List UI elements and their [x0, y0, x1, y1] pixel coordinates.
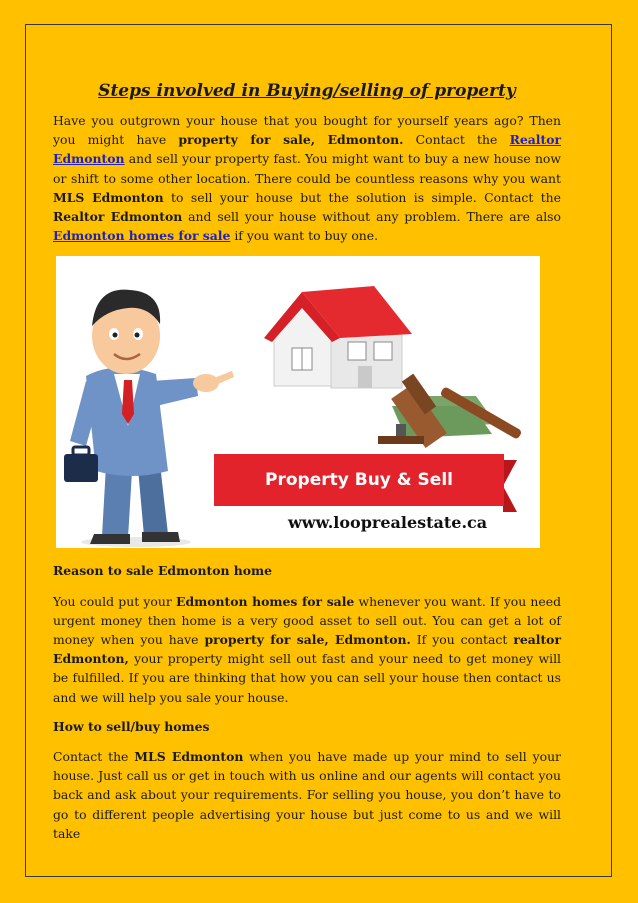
- document-body: [53, 80, 561, 843]
- intro-text: Have you outgrown your house that you bought for yourself years ago? Then you might have: [53, 113, 561, 148]
- realtor-edmonton-link[interactable]: Realtor Edmonton: [53, 132, 561, 167]
- page-title: Steps involved in Buying/selling of property: [98, 81, 516, 101]
- bold-property-for-sale: property for sale, Edmonton.: [204, 632, 411, 648]
- bold-mls-edmonton: MLS Edmonton: [53, 189, 164, 205]
- hero-image: [56, 256, 540, 548]
- section-heading-how: How to sell/buy homes: [53, 718, 210, 734]
- reason-text: You could put your: [53, 593, 177, 609]
- intro-text: and sell your property fast. You might want to buy a new house now or shift to some other location. There could be countless reasons why you want: [53, 151, 561, 186]
- intro-text: to sell your house but the solution is simple. Contact the: [163, 189, 561, 205]
- reason-paragraph: [53, 592, 561, 707]
- edmonton-homes-for-sale-link[interactable]: Edmonton homes for sale: [53, 228, 231, 244]
- bold-mls-edmonton: MLS Edmonton: [134, 749, 244, 765]
- bold-realtor-edmonton: Realtor Edmonton: [53, 209, 183, 225]
- intro-paragraph: [53, 111, 561, 245]
- intro-text: if you want to buy one.: [230, 228, 379, 244]
- reason-text: your property might sell out fast and your need to get money will be fulfilled. If you are thinking that how you can sell your house then contact us and we will help you sale your house.: [53, 651, 561, 705]
- businessman-figure: [64, 290, 234, 547]
- intro-text: and sell your house without any problem. There are also: [182, 209, 561, 225]
- house-icon: [264, 286, 412, 388]
- bold-edmonton-homes: Edmonton homes for sale: [176, 593, 355, 609]
- section-heading-reason: Reason to sale Edmonton home: [53, 563, 273, 579]
- banner-text: Property Buy & Sell: [265, 469, 453, 490]
- how-text: when you have made up your mind to sell your house. Just call us or get in touch with us online and our agents will contact you back and ask about your requirements. For selling you house, you don’t have to go to different people advertising your house but just come to us and we will take: [53, 749, 561, 841]
- reason-text: If you contact: [410, 632, 514, 648]
- banner-fold: [503, 460, 517, 512]
- how-paragraph: [53, 747, 561, 843]
- bold-realtor-edmonton: realtor Edmonton,: [53, 632, 561, 667]
- how-text: Contact the: [53, 749, 135, 765]
- bold-property-for-sale: property for sale, Edmonton.: [178, 132, 404, 148]
- reason-text: whenever you want. If you need urgent money then home is a very good asset to sell out. You can get a lot of money when you have: [53, 593, 562, 648]
- intro-text: Contact the: [403, 132, 510, 148]
- website-text: www.looprealestate.ca: [288, 513, 488, 533]
